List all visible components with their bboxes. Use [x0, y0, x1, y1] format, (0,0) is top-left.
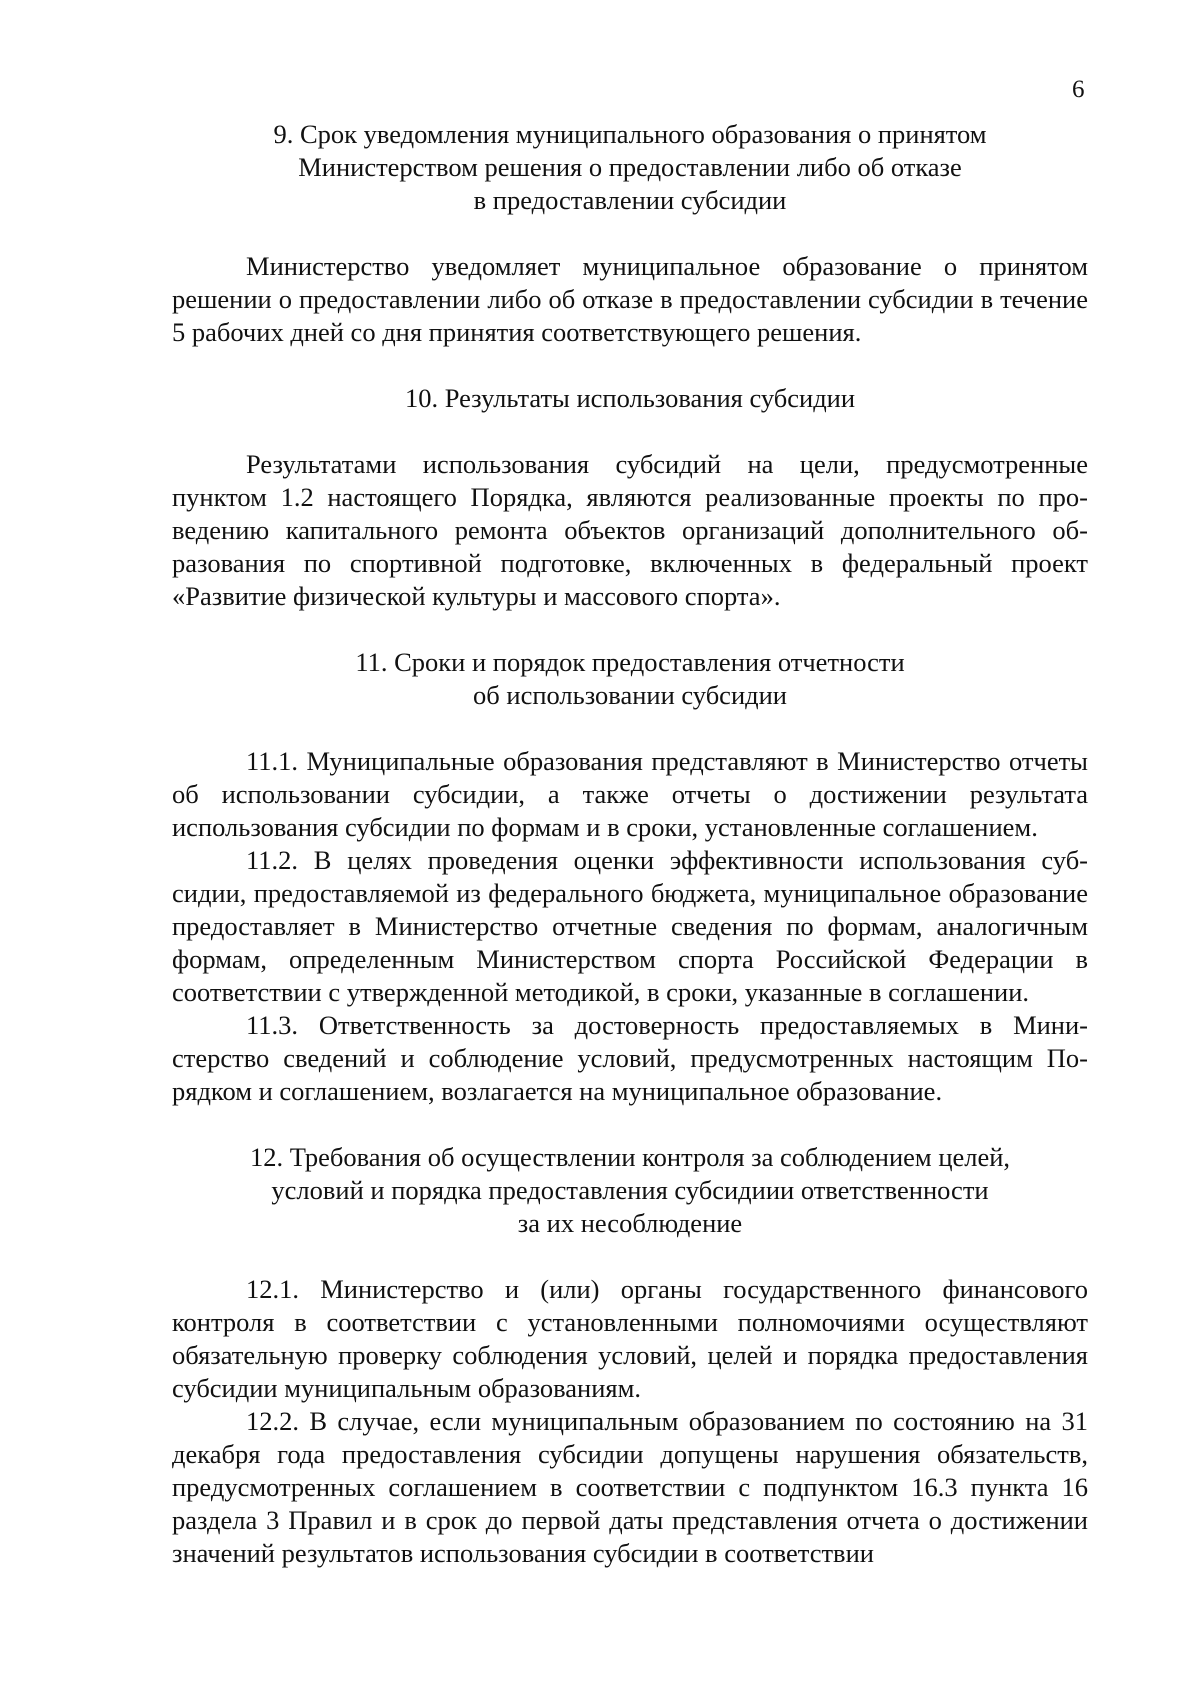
paragraph-10: Результатами использования субсидий на цели, предусмотренные пунктом 1.2 настоящего Порядка, являются реализованные проекты по проведению капитального ремонта объектов организаций дополнительного образования по спортивной подготовке, включенных в федеральный проект «Развитие физической культуры и массового спорта».	[172, 449, 1088, 611]
section-10-heading	[172, 382, 1088, 415]
heading-line: 9. Срок уведомления муниципального образования о принятом	[273, 119, 987, 149]
section-9-heading	[172, 118, 1088, 217]
paragraph-11-2: 11.2. В целях проведения оценки эффективности использования субсидии, предоставляемой из федерального бюджета, муниципальное образование предоставляет в Министерство отчетные сведения по формам, аналогичным формам, определенным Министерством спорта Российской Федерации в соответствии с утвержденной методикой, в сроки, указанные в соглашении.	[172, 845, 1088, 1007]
paragraph-11-3: 11.3. Ответственность за достоверность предоставляемых в Министерство сведений и соблюдение условий, предусмотренных настоящим Порядком и соглашением, возлагается на муниципальное образование.	[172, 1010, 1088, 1106]
heading-line: об использовании субсидии	[473, 680, 787, 710]
heading-line: 10. Результаты использования субсидии	[404, 383, 856, 413]
heading-line: в предоставлении субсидии	[473, 185, 787, 215]
section-11-heading	[172, 646, 1088, 712]
heading-line: условий и порядка предоставления субсидиии ответственности	[271, 1175, 989, 1205]
heading-line: за их несоблюдение	[517, 1208, 743, 1238]
heading-line: 11. Сроки и порядок предоставления отчетности	[355, 647, 905, 677]
heading-line: Министерством решения о предоставлении либо об отказе	[298, 152, 962, 182]
paragraph-11-1: 11.1. Муниципальные образования представляют в Министерство отчеты об использовании субсидии, а также отчеты о достижении результата использования субсидии по формам и в сроки, установленные соглашением.	[172, 746, 1088, 842]
section-12-heading	[172, 1141, 1088, 1240]
page-number: 6	[1072, 76, 1085, 103]
heading-line: 12. Требования об осуществлении контроля за соблюдением целей,	[249, 1142, 1011, 1172]
paragraph-9: Министерство уведомляет муниципальное образование о принятом решении о предоставлении либо об отказе в предоставлении субсидии в течение 5 рабочих дней со дня принятия соответствующего решения.	[172, 251, 1088, 347]
paragraph-12-1: 12.1. Министерство и (или) органы государственного финансового контроля в соответствии с установленными полномочиями осуществляют обязательную проверку соблюдения условий, целей и порядка предоставления субсидии муниципальным образованиям.	[172, 1274, 1088, 1403]
paragraph-12-2: 12.2. В случае, если муниципальным образованием по состоянию на 31 декабря года предоставления субсидии допущены нарушения обязательств, предусмотренных соглашением в соответствии с подпунктом 16.3 пункта 16 раздела 3 Правил и в срок до первой даты представления отчета о достижении значений результатов использования субсидии в соответствии	[172, 1406, 1088, 1568]
document-body	[172, 118, 1088, 1570]
